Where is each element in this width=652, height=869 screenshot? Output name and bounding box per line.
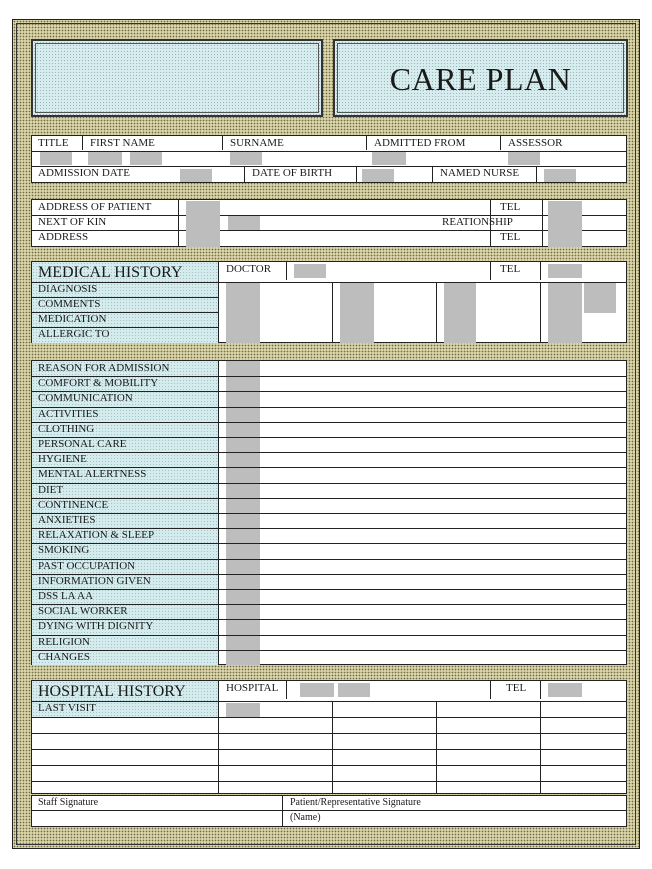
medical-tel-field[interactable] (548, 264, 582, 278)
assessor-field[interactable] (508, 152, 540, 165)
first-name-label: FIRST NAME (90, 137, 155, 149)
care-item-label: REASON FOR ADMISSION (38, 362, 170, 374)
care-item-label: RELAXATION & SLEEP (38, 529, 155, 541)
care-item-label: ACTIVITIES (38, 408, 99, 420)
patient-name-label: (Name) (290, 812, 321, 823)
care-item-label: CHANGES (38, 651, 90, 663)
care-item-label: SOCIAL WORKER (38, 605, 128, 617)
doctor-label: DOCTOR (226, 263, 272, 275)
title-field[interactable] (40, 152, 72, 165)
next-of-kin-field[interactable] (228, 216, 260, 230)
care-item-label: SMOKING (38, 544, 90, 556)
care-item-label: DYING WITH DIGNITY (38, 620, 154, 632)
care-item-label: ANXIETIES (38, 514, 96, 526)
care-items-section (31, 360, 627, 665)
admission-date-field[interactable] (180, 169, 212, 182)
address-of-patient-field[interactable] (186, 201, 220, 247)
care-item-label: COMMUNICATION (38, 392, 133, 404)
hospital-label: HOSPITAL (226, 682, 279, 694)
admitted-from-field[interactable] (372, 152, 406, 165)
medical-field-1[interactable] (226, 283, 260, 343)
care-plan-form (12, 19, 640, 849)
surname-label: SURNAME (230, 137, 284, 149)
care-item-label: CLOTHING (38, 423, 95, 435)
diagnosis-label: DIAGNOSIS (38, 283, 98, 295)
date-of-birth-field[interactable] (362, 169, 394, 182)
signature-section (31, 795, 627, 827)
medical-history-heading: MEDICAL HISTORY (38, 264, 183, 281)
hospital-field-1[interactable] (300, 683, 334, 697)
staff-signature-field[interactable] (34, 812, 274, 826)
medical-field-3[interactable] (444, 283, 476, 343)
staff-signature-label: Staff Signature (38, 797, 99, 808)
care-item-label: MENTAL ALERTNESS (38, 468, 147, 480)
allergic-to-label: ALLERGIC TO (38, 328, 110, 340)
hospital-tel-label: TEL (506, 682, 527, 694)
patient-signature-label: Patient/Representative Signature (290, 797, 421, 808)
page-title: CARE PLAN (389, 61, 572, 97)
admitted-from-label: ADMITTED FROM (374, 137, 466, 149)
date-of-birth-label: DATE OF BIRTH (252, 167, 333, 179)
care-item-label: DIET (38, 484, 64, 496)
medical-tel-label: TEL (500, 263, 521, 275)
address-of-patient-label: ADDRESS OF PATIENT (38, 201, 152, 213)
named-nurse-field[interactable] (544, 169, 576, 182)
title-label: TITLE (38, 137, 69, 149)
tel-label-2: TEL (500, 231, 521, 243)
medical-history-section (31, 261, 627, 343)
relationship-label: REATIONSHIP (442, 216, 513, 228)
hospital-field-2[interactable] (338, 683, 370, 697)
title-box (333, 39, 628, 117)
comments-label: COMMENTS (38, 298, 101, 310)
hospital-history-heading: HOSPITAL HISTORY (38, 683, 186, 700)
surname-field[interactable] (230, 152, 262, 165)
care-item-label: HYGIENE (38, 453, 87, 465)
doctor-field[interactable] (294, 264, 326, 278)
care-item-label: COMFORT & MOBILITY (38, 377, 159, 389)
care-item-label: DSS LA AA (38, 590, 94, 602)
care-item-label: CONTINENCE (38, 499, 109, 511)
last-visit-field[interactable] (226, 703, 260, 717)
next-of-kin-label: NEXT OF KIN (38, 216, 107, 228)
first-name-field-2[interactable] (130, 152, 162, 165)
medical-field-4[interactable] (548, 283, 582, 343)
care-item-label: PAST OCCUPATION (38, 560, 136, 572)
admission-date-label: ADMISSION DATE (38, 167, 130, 179)
medical-field-2[interactable] (340, 283, 374, 343)
hospital-history-section (31, 680, 627, 794)
logo-box (31, 39, 323, 117)
care-item-label: PERSONAL CARE (38, 438, 127, 450)
admission-section (31, 135, 627, 183)
first-name-field[interactable] (88, 152, 122, 165)
medication-label: MEDICATION (38, 313, 107, 325)
last-visit-label: LAST VISIT (38, 702, 96, 714)
tel-field[interactable] (548, 201, 582, 247)
care-item-label: RELIGION (38, 636, 90, 648)
care-item-label: INFORMATION GIVEN (38, 575, 151, 587)
hospital-tel-field[interactable] (548, 683, 582, 697)
address-label: ADDRESS (38, 231, 89, 243)
tel-label-1: TEL (500, 201, 521, 213)
patient-signature-field[interactable] (332, 812, 622, 826)
named-nurse-label: NAMED NURSE (440, 167, 520, 179)
assessor-label: ASSESSOR (508, 137, 563, 149)
contact-section (31, 199, 627, 247)
medical-field-5[interactable] (584, 283, 616, 313)
